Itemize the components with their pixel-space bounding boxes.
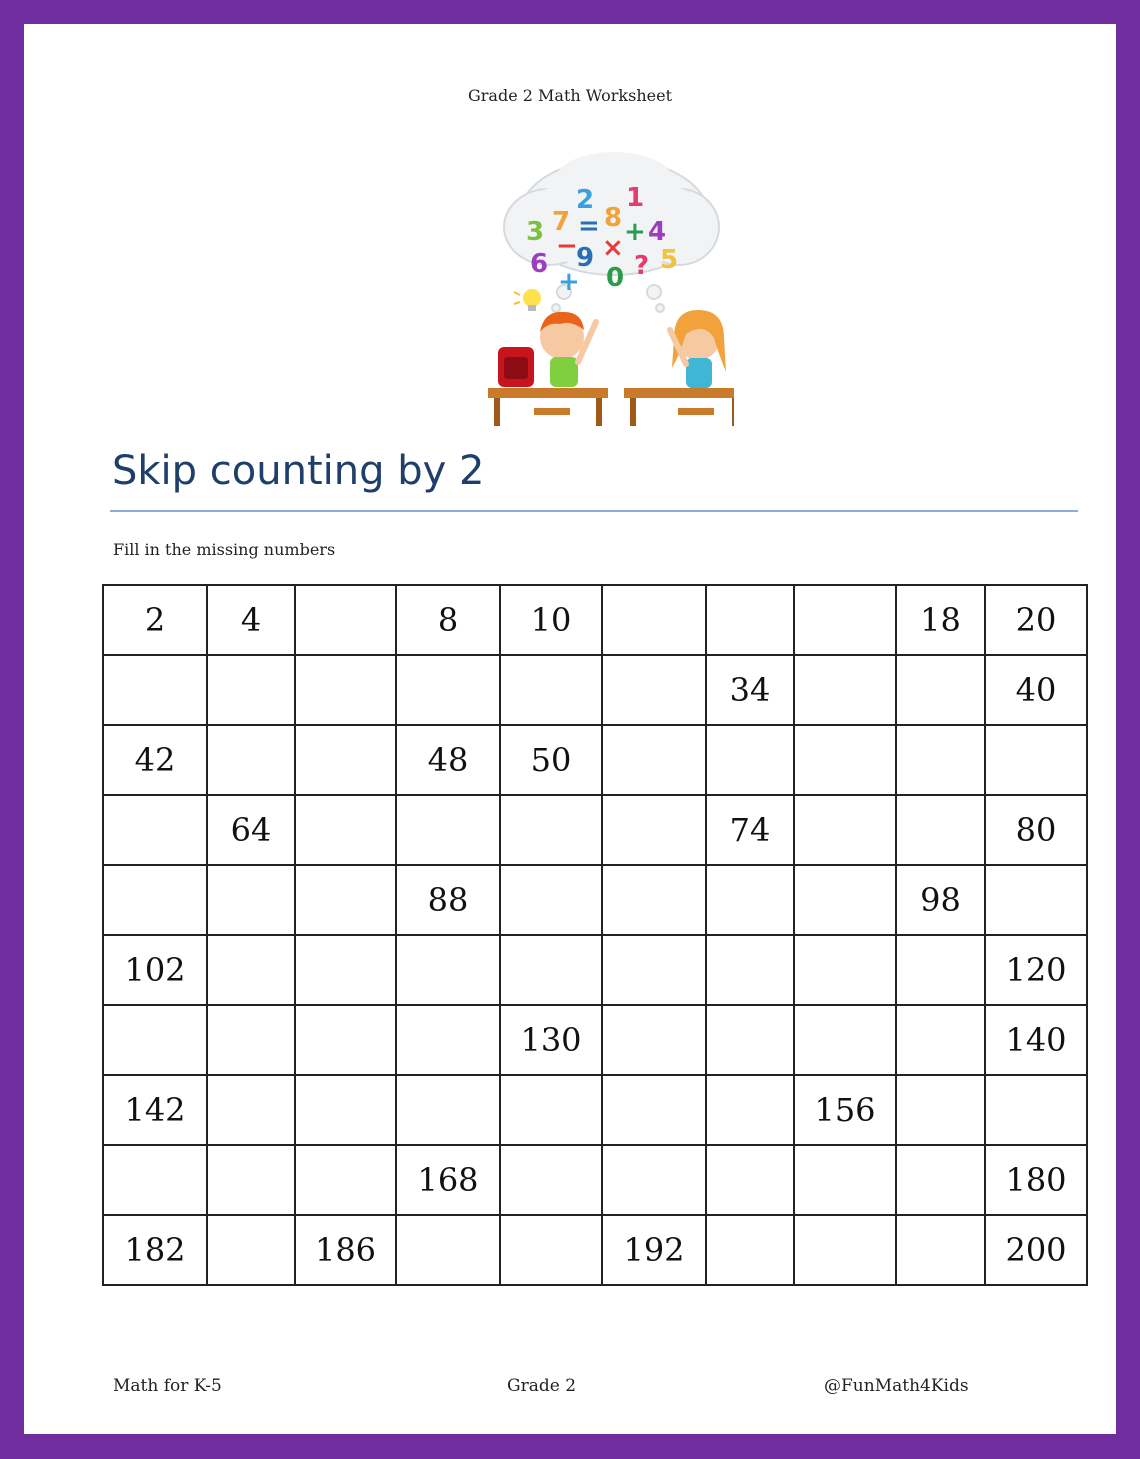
grid-cell: 8: [396, 585, 500, 655]
thought-symbol: 2: [576, 185, 595, 215]
grid-cell-blank[interactable]: [896, 655, 985, 725]
grid-cell-blank[interactable]: [295, 585, 396, 655]
grid-cell: 88: [396, 865, 500, 935]
grid-cell-blank[interactable]: [706, 1005, 794, 1075]
grid-cell-blank[interactable]: [896, 725, 985, 795]
grid-row: [103, 1005, 1087, 1075]
grid-cell-blank[interactable]: [794, 655, 896, 725]
thought-symbol: 4: [648, 217, 667, 247]
grid-cell: 120: [985, 935, 1087, 1005]
thought-symbol: =: [578, 211, 600, 241]
thought-symbol: ?: [634, 251, 650, 281]
footer-left: Math for K-5: [113, 1376, 222, 1396]
grid-cell: 182: [103, 1215, 207, 1285]
grid-cell-blank[interactable]: [896, 1215, 985, 1285]
grid-row: [103, 655, 1087, 725]
grid-cell-blank[interactable]: [794, 585, 896, 655]
grid-cell-blank[interactable]: [794, 1215, 896, 1285]
grid-cell-blank[interactable]: [706, 585, 794, 655]
grid-cell-blank[interactable]: [396, 935, 500, 1005]
grid-row: [103, 935, 1087, 1005]
grid-cell-blank[interactable]: [295, 655, 396, 725]
grid-row: [103, 1145, 1087, 1215]
grid-cell-blank[interactable]: [396, 1215, 500, 1285]
grid-cell-blank[interactable]: [295, 1075, 396, 1145]
grid-cell-blank[interactable]: [896, 1145, 985, 1215]
grid-cell: 42: [103, 725, 207, 795]
grid-cell: 48: [396, 725, 500, 795]
grid-cell-blank[interactable]: [207, 1145, 295, 1215]
grid-cell: 186: [295, 1215, 396, 1285]
grid-cell-blank[interactable]: [207, 725, 295, 795]
grid-cell-blank[interactable]: [500, 795, 602, 865]
grid-cell-blank[interactable]: [103, 655, 207, 725]
grid-cell-blank[interactable]: [295, 795, 396, 865]
thought-symbol: 9: [576, 243, 595, 273]
grid-cell-blank[interactable]: [295, 935, 396, 1005]
grid-cell-blank[interactable]: [500, 935, 602, 1005]
grid-cell: 40: [985, 655, 1087, 725]
thought-symbol: 7: [552, 207, 571, 237]
header-title: Grade 2 Math Worksheet: [468, 86, 672, 105]
grid-cell: 130: [500, 1005, 602, 1075]
thought-symbol: 5: [660, 245, 679, 275]
grid-cell: 4: [207, 585, 295, 655]
grid-cell-blank[interactable]: [794, 865, 896, 935]
grid-cell-blank[interactable]: [396, 655, 500, 725]
grid-row: [103, 795, 1087, 865]
boy-figure: [498, 312, 596, 387]
grid-cell-blank[interactable]: [706, 1075, 794, 1145]
grid-cell: 200: [985, 1215, 1087, 1285]
desks: [488, 388, 734, 426]
grid-cell-blank[interactable]: [602, 725, 706, 795]
grid-cell-blank[interactable]: [295, 865, 396, 935]
grid-cell-blank[interactable]: [103, 1145, 207, 1215]
grid-cell-blank[interactable]: [207, 655, 295, 725]
grid-cell: 180: [985, 1145, 1087, 1215]
grid-cell-blank[interactable]: [207, 1075, 295, 1145]
grid-row: [103, 585, 1087, 655]
thought-symbol: ×: [602, 233, 624, 263]
grid-cell: 74: [706, 795, 794, 865]
grid-cell-blank[interactable]: [500, 655, 602, 725]
grid-cell-blank[interactable]: [602, 585, 706, 655]
grid-cell-blank[interactable]: [985, 725, 1087, 795]
grid-cell-blank[interactable]: [896, 935, 985, 1005]
grid-cell-blank[interactable]: [794, 1005, 896, 1075]
thought-symbol: −: [556, 231, 578, 261]
grid-row: [103, 1075, 1087, 1145]
grid-cell: 10: [500, 585, 602, 655]
grid-row: [103, 1215, 1087, 1285]
grid-cell-blank[interactable]: [500, 865, 602, 935]
grid-cell-blank[interactable]: [207, 1215, 295, 1285]
grid-cell-blank[interactable]: [896, 1005, 985, 1075]
grid-cell-blank[interactable]: [985, 865, 1087, 935]
grid-cell-blank[interactable]: [602, 795, 706, 865]
kids-thinking-illustration: [464, 142, 734, 427]
grid-cell-blank[interactable]: [985, 1075, 1087, 1145]
grid-cell-blank[interactable]: [207, 935, 295, 1005]
grid-cell: 192: [602, 1215, 706, 1285]
skip-counting-grid: [102, 584, 1088, 1286]
grid-cell: 98: [896, 865, 985, 935]
girl-figure: [670, 310, 726, 388]
grid-cell: 34: [706, 655, 794, 725]
grid-cell-blank[interactable]: [207, 865, 295, 935]
grid-cell-blank[interactable]: [103, 795, 207, 865]
grid-cell-blank[interactable]: [706, 865, 794, 935]
thought-symbol: 8: [604, 203, 623, 233]
grid-cell: 140: [985, 1005, 1087, 1075]
grid-cell: 50: [500, 725, 602, 795]
grid-cell: 80: [985, 795, 1087, 865]
thought-symbol: 3: [526, 217, 545, 247]
worksheet-page: [24, 24, 1116, 1434]
grid-cell-blank[interactable]: [396, 795, 500, 865]
grid-cell-blank[interactable]: [602, 1145, 706, 1215]
grid-cell-blank[interactable]: [103, 1005, 207, 1075]
grid-cell-blank[interactable]: [295, 1005, 396, 1075]
grid-cell-blank[interactable]: [794, 795, 896, 865]
grid-cell-blank[interactable]: [706, 1145, 794, 1215]
grid-cell-blank[interactable]: [295, 725, 396, 795]
thought-symbol: +: [624, 217, 646, 247]
grid-cell-blank[interactable]: [103, 865, 207, 935]
grid-cell-blank[interactable]: [706, 725, 794, 795]
grid-cell-blank[interactable]: [794, 725, 896, 795]
grid-cell-blank[interactable]: [500, 1075, 602, 1145]
grid-cell: 20: [985, 585, 1087, 655]
worksheet-heading: Skip counting by 2: [112, 448, 485, 494]
footer-right: @FunMath4Kids: [824, 1376, 969, 1396]
grid-cell-blank[interactable]: [706, 935, 794, 1005]
grid-cell-blank[interactable]: [602, 935, 706, 1005]
grid-row: [103, 725, 1087, 795]
grid-cell-blank[interactable]: [602, 655, 706, 725]
light-bulb-icon: [514, 289, 541, 311]
thought-symbol: 1: [626, 183, 645, 213]
thought-symbol: +: [558, 267, 580, 297]
grid-cell-blank[interactable]: [602, 1075, 706, 1145]
grid-cell-blank[interactable]: [706, 1215, 794, 1285]
footer-center: Grade 2: [507, 1376, 577, 1396]
thought-symbol: 0: [606, 263, 625, 293]
grid-cell: 102: [103, 935, 207, 1005]
grid-cell-blank[interactable]: [794, 935, 896, 1005]
grid-cell-blank[interactable]: [396, 1075, 500, 1145]
grid-cell-blank[interactable]: [896, 1075, 985, 1145]
grid-cell: 142: [103, 1075, 207, 1145]
grid-row: [103, 865, 1087, 935]
grid-cell-blank[interactable]: [396, 1005, 500, 1075]
grid-cell-blank[interactable]: [602, 1005, 706, 1075]
grid-cell-blank[interactable]: [794, 1145, 896, 1215]
grid-cell: 64: [207, 795, 295, 865]
grid-cell-blank[interactable]: [602, 865, 706, 935]
instructions-text: Fill in the missing numbers: [113, 540, 336, 559]
grid-cell-blank[interactable]: [295, 1145, 396, 1215]
grid-cell: 156: [794, 1075, 896, 1145]
grid-cell: 18: [896, 585, 985, 655]
grid-cell-blank[interactable]: [500, 1215, 602, 1285]
grid-cell: 2: [103, 585, 207, 655]
grid-cell: 168: [396, 1145, 500, 1215]
thought-symbol: 6: [530, 249, 549, 279]
grid-cell-blank[interactable]: [500, 1145, 602, 1215]
heading-divider: [110, 510, 1078, 512]
grid-cell-blank[interactable]: [896, 795, 985, 865]
grid-cell-blank[interactable]: [207, 1005, 295, 1075]
